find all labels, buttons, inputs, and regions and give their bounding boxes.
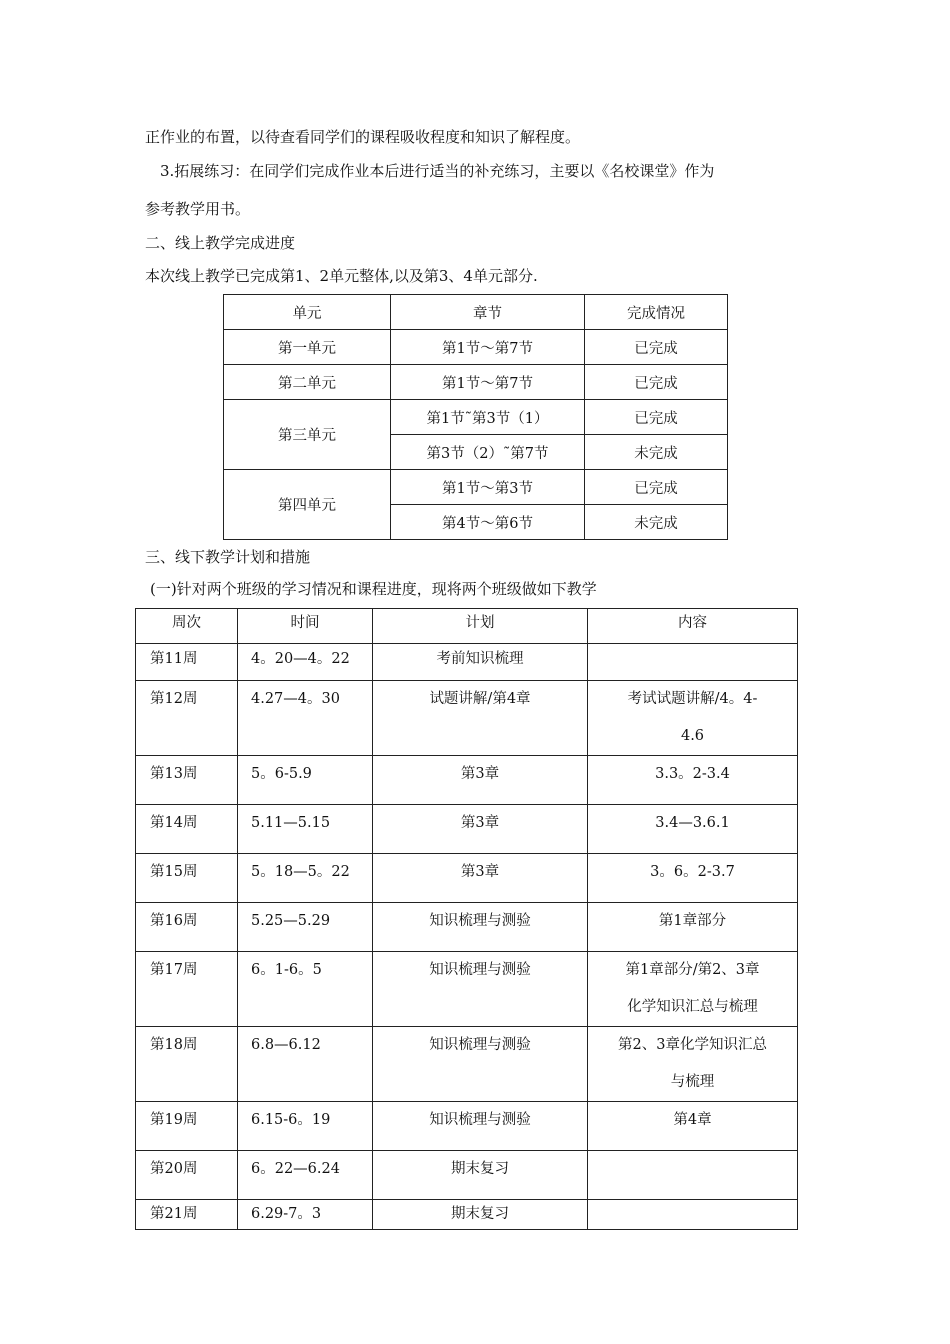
section-cell: 第3节（2）˜第7节 (391, 435, 585, 470)
table-row (224, 330, 728, 365)
content-cell (588, 1151, 798, 1200)
time-cell: 5.25—5.29 (238, 903, 373, 952)
plan-cell: 期末复习 (373, 1200, 588, 1230)
table-row (136, 903, 798, 952)
content-line: 考试试题讲解/4。4- (627, 691, 758, 707)
heading-offline-plan: 三、线下教学计划和措施 (145, 548, 311, 566)
header-cell: 时间 (238, 609, 373, 644)
plan-cell: 知识梳理与测验 (373, 952, 588, 1027)
table-row (136, 1102, 798, 1151)
table-row (136, 854, 798, 903)
week-cell: 第14周 (136, 805, 238, 854)
plan-cell: 试题讲解/第4章 (373, 681, 588, 756)
paragraph-1: 正作业的布置，以待查看同学们的课程吸收程度和知识了解程度。 (145, 128, 581, 146)
heading-online-progress: 二、线上教学完成进度 (145, 234, 296, 252)
table-row (136, 952, 798, 1027)
content-cell (588, 1102, 798, 1151)
paragraph-3: 参考教学用书。 (145, 200, 251, 218)
content-cell (588, 854, 798, 903)
content-line: 4.6 (680, 728, 705, 744)
content-cell (588, 644, 798, 681)
content-cell (588, 1200, 798, 1230)
unit-cell: 第二单元 (224, 365, 391, 400)
table-row (224, 470, 728, 505)
section-cell: 第1节～第7节 (391, 365, 585, 400)
header-cell: 完成情况 (585, 295, 728, 330)
week-cell: 第21周 (136, 1200, 238, 1230)
week-cell: 第11周 (136, 644, 238, 681)
section-cell: 第1节～第3节 (391, 470, 585, 505)
week-cell: 第18周 (136, 1027, 238, 1102)
time-cell: 6.8—6.12 (238, 1027, 373, 1102)
content-line: 第2、3章化学知识汇总 (618, 1037, 767, 1053)
time-cell: 6。1-6。5 (238, 952, 373, 1027)
week-cell: 第19周 (136, 1102, 238, 1151)
time-cell: 5.11—5.15 (238, 805, 373, 854)
status-cell: 已完成 (585, 330, 728, 365)
header-cell: 周次 (136, 609, 238, 644)
header-cell: 内容 (588, 609, 798, 644)
table-row (136, 1200, 798, 1230)
table-row (224, 400, 728, 435)
header-cell: 单元 (224, 295, 391, 330)
time-cell: 6。22—6.24 (238, 1151, 373, 1200)
week-cell: 第20周 (136, 1151, 238, 1200)
plan-cell: 知识梳理与测验 (373, 1027, 588, 1102)
paragraph-5: (一)针对两个班级的学习情况和课程进度，现将两个班级做如下教学 (150, 580, 597, 598)
week-cell: 第13周 (136, 756, 238, 805)
content-line: 化学知识汇总与梳理 (627, 999, 758, 1015)
week-cell: 第16周 (136, 903, 238, 952)
content-line: 3.4—3.6.1 (655, 815, 730, 831)
time-cell: 6.29-7。3 (238, 1200, 373, 1230)
unit-cell: 第一单元 (224, 330, 391, 365)
content-line: 3。6。2-3.7 (650, 864, 735, 880)
week-cell: 第12周 (136, 681, 238, 756)
status-cell: 已完成 (585, 365, 728, 400)
content-line: 与梳理 (670, 1074, 715, 1090)
time-cell: 5。18—5。22 (238, 854, 373, 903)
content-cell (588, 681, 798, 756)
plan-cell: 考前知识梳理 (373, 644, 588, 681)
content-line: 第4章 (673, 1112, 712, 1128)
status-cell: 已完成 (585, 400, 728, 435)
content-cell (588, 805, 798, 854)
time-cell: 4。20—4。22 (238, 644, 373, 681)
table-row (224, 365, 728, 400)
table-row (136, 756, 798, 805)
section-cell: 第4节～第6节 (391, 505, 585, 540)
status-cell: 已完成 (585, 470, 728, 505)
section-cell: 第1节˜第3节（1） (391, 400, 585, 435)
plan-cell: 第3章 (373, 854, 588, 903)
plan-cell: 知识梳理与测验 (373, 1102, 588, 1151)
content-line: 3.3。2-3.4 (655, 766, 730, 782)
table-row (136, 1027, 798, 1102)
content-cell (588, 903, 798, 952)
table-header-row (136, 609, 798, 644)
paragraph-4: 本次线上教学已完成第1、2单元整体,以及第3、4单元部分. (145, 267, 538, 285)
content-line: 第1章部分/第2、3章 (625, 962, 760, 978)
progress-table (223, 294, 728, 540)
unit-cell: 第三单元 (224, 400, 391, 470)
table-header-row (224, 295, 728, 330)
table-row (136, 644, 798, 681)
plan-cell: 期末复习 (373, 1151, 588, 1200)
table-row (136, 805, 798, 854)
week-cell: 第15周 (136, 854, 238, 903)
table-row (136, 1151, 798, 1200)
plan-cell: 第3章 (373, 756, 588, 805)
status-cell: 未完成 (585, 435, 728, 470)
header-cell: 计划 (373, 609, 588, 644)
plan-cell: 第3章 (373, 805, 588, 854)
table-row (136, 681, 798, 756)
content-cell (588, 952, 798, 1027)
time-cell: 5。6-5.9 (238, 756, 373, 805)
plan-cell: 知识梳理与测验 (373, 903, 588, 952)
content-cell (588, 756, 798, 805)
week-cell: 第17周 (136, 952, 238, 1027)
section-cell: 第1节～第7节 (391, 330, 585, 365)
status-cell: 未完成 (585, 505, 728, 540)
unit-cell: 第四单元 (224, 470, 391, 540)
header-cell: 章节 (391, 295, 585, 330)
plan-table (135, 608, 798, 1230)
time-cell: 6.15-6。19 (238, 1102, 373, 1151)
paragraph-2: 3.拓展练习：在同学们完成作业本后进行适当的补充练习，主要以《名校课堂》作为 (160, 162, 715, 180)
time-cell: 4.27—4。30 (238, 681, 373, 756)
content-cell (588, 1027, 798, 1102)
content-line: 第1章部分 (658, 913, 727, 929)
